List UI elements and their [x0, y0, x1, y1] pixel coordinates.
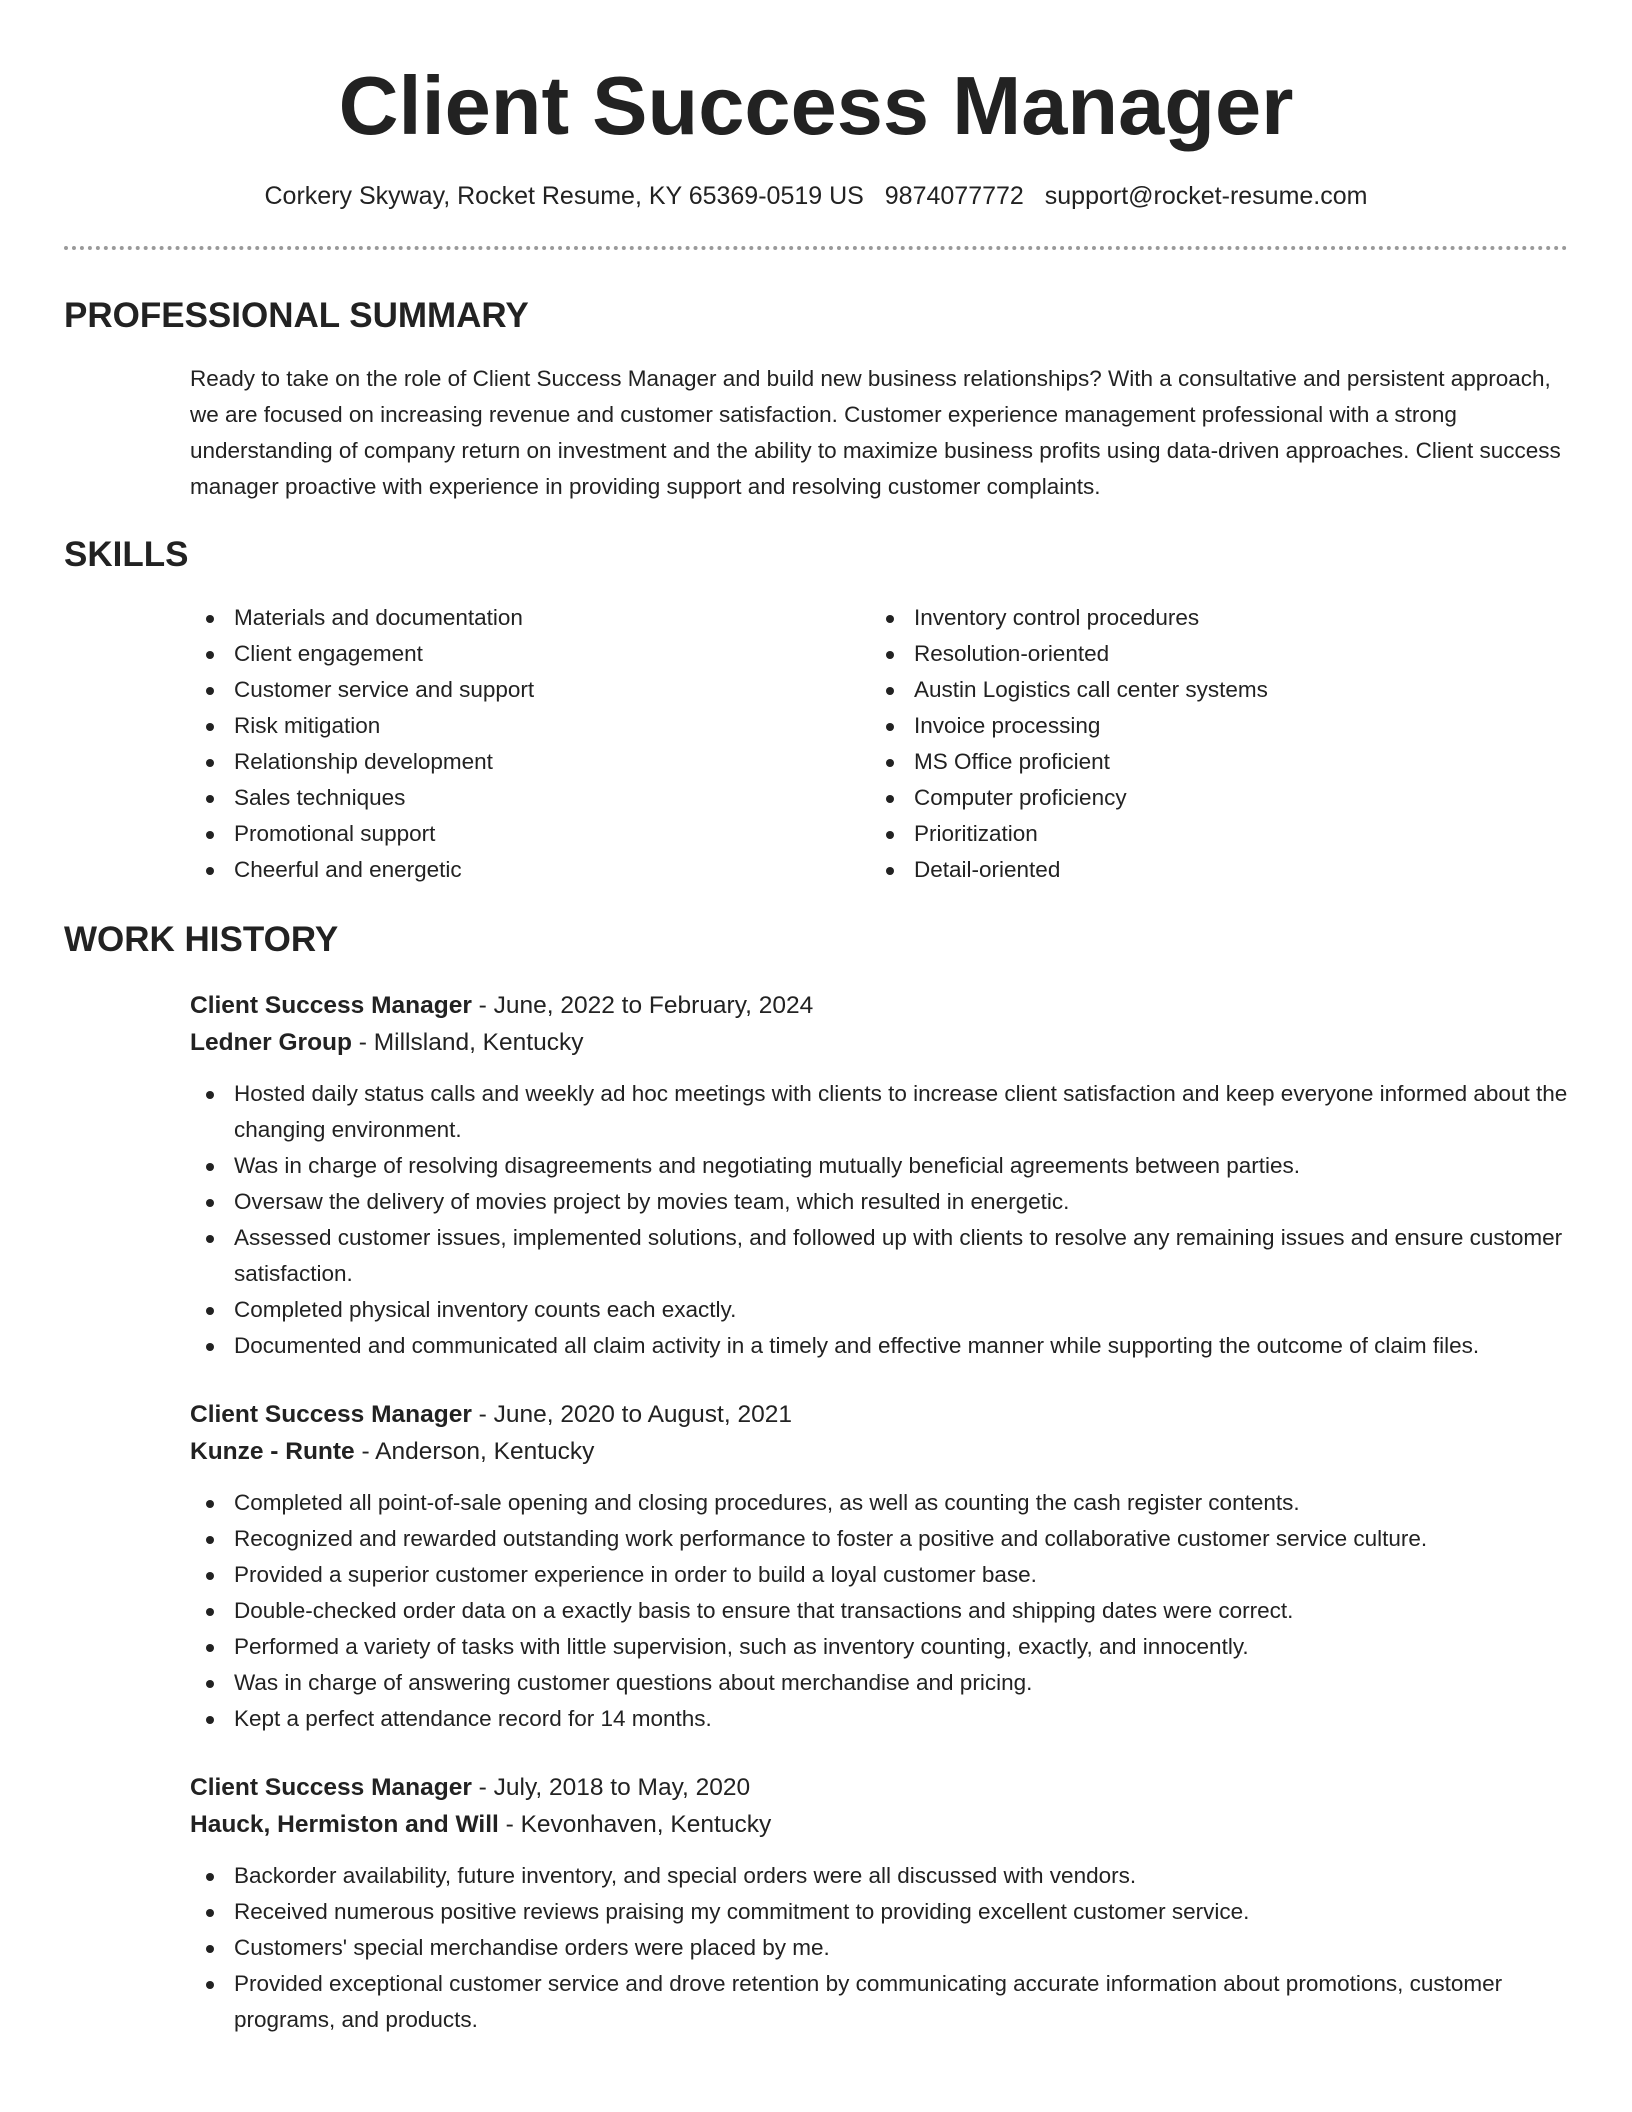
job-entry — [190, 987, 1568, 1364]
skill-item: Austin Logistics call center systems — [870, 672, 1550, 708]
job-title-line — [190, 1769, 1568, 1806]
job-company-line — [190, 1433, 1568, 1470]
job-role: Client Success Manager — [190, 1774, 472, 1801]
job-bullet: Completed physical inventory counts each exactly. — [190, 1292, 1568, 1328]
dotted-divider — [64, 246, 1568, 250]
skill-item: Cheerful and energetic — [190, 852, 870, 888]
job-bullet: Performed a variety of tasks with little supervision, such as inventory counting, exactly, and innocently. — [190, 1629, 1568, 1665]
section-title-skills: SKILLS — [64, 535, 189, 574]
skills-column-left — [190, 600, 870, 888]
job-entry — [190, 1396, 1568, 1737]
job-company-line — [190, 1806, 1568, 1843]
skill-item: Resolution-oriented — [870, 636, 1550, 672]
job-bullet: Completed all point-of-sale opening and closing procedures, as well as counting the cash register contents. — [190, 1485, 1568, 1521]
resume-page — [64, 0, 1568, 2038]
job-title-line — [190, 1396, 1568, 1433]
contact-line — [64, 180, 1568, 212]
skill-item: Computer proficiency — [870, 780, 1550, 816]
phone: 9874077772 — [884, 182, 1024, 210]
address: Corkery Skyway, Rocket Resume, KY 65369-0519 US — [264, 182, 864, 210]
job-dates: - July, 2018 to May, 2020 — [471, 1774, 751, 1801]
skill-item: Invoice processing — [870, 708, 1550, 744]
job-entry — [190, 1769, 1568, 2038]
skill-item: Customer service and support — [190, 672, 870, 708]
job-bullet: Customers' special merchandise orders were placed by me. — [190, 1930, 1568, 1966]
job-bullet: Provided a superior customer experience in order to build a loyal customer base. — [190, 1557, 1568, 1593]
skill-item: Materials and documentation — [190, 600, 870, 636]
job-location: - Anderson, Kentucky — [354, 1438, 595, 1465]
skill-item: Detail-oriented — [870, 852, 1550, 888]
job-bullet: Assessed customer issues, implemented solutions, and followed up with clients to resolve any remaining issues and ensure customer satisfaction. — [190, 1220, 1568, 1292]
skills-list — [190, 600, 1568, 888]
job-company: Kunze - Runte — [190, 1438, 355, 1465]
job-role: Client Success Manager — [190, 992, 472, 1019]
job-dates: - June, 2020 to August, 2021 — [471, 1401, 792, 1428]
job-bullets — [190, 1485, 1568, 1737]
job-bullet: Kept a perfect attendance record for 14 months. — [190, 1701, 1568, 1737]
job-bullet: Hosted daily status calls and weekly ad hoc meetings with clients to increase client satisfaction and keep everyone informed about the changing environment. — [190, 1076, 1568, 1148]
job-bullet: Recognized and rewarded outstanding work performance to foster a positive and collaborative customer service culture. — [190, 1521, 1568, 1557]
job-company-line — [190, 1024, 1568, 1061]
job-bullets — [190, 1858, 1568, 2038]
job-title-line — [190, 987, 1568, 1024]
summary-text: Ready to take on the role of Client Success Manager and build new business relationships? With a consultative and persistent approach, we are focused on increasing revenue and customer satisfaction. Customer experience management professional with a strong understanding of company return on investment and the ability to maximize business profits using data-driven approaches. Client success manager proactive with experience in providing support and resolving customer complaints. — [190, 366, 1561, 499]
job-bullet: Was in charge of answering customer questions about merchandise and pricing. — [190, 1665, 1568, 1701]
job-bullet: Was in charge of resolving disagreements and negotiating mutually beneficial agreements between parties. — [190, 1148, 1568, 1184]
skills-column-right — [870, 600, 1550, 888]
skill-item: Inventory control procedures — [870, 600, 1550, 636]
candidate-name: Client Success Manager — [338, 59, 1294, 152]
job-role: Client Success Manager — [190, 1401, 472, 1428]
section-title-summary: PROFESSIONAL SUMMARY — [64, 296, 529, 335]
job-location: - Millsland, Kentucky — [351, 1029, 584, 1056]
job-company: Hauck, Hermiston and Will — [190, 1811, 499, 1838]
skill-item: Relationship development — [190, 744, 870, 780]
skill-item: Client engagement — [190, 636, 870, 672]
job-bullet: Oversaw the delivery of movies project by movies team, which resulted in energetic. — [190, 1184, 1568, 1220]
email: support@rocket-resume.com — [1044, 182, 1368, 210]
job-company: Ledner Group — [190, 1029, 352, 1056]
section-title-work-history: WORK HISTORY — [64, 920, 339, 959]
job-bullet: Received numerous positive reviews praising my commitment to providing excellent customer service. — [190, 1894, 1568, 1930]
skill-item: MS Office proficient — [870, 744, 1550, 780]
job-bullets — [190, 1076, 1568, 1364]
job-dates: - June, 2022 to February, 2024 — [471, 992, 814, 1019]
job-bullet: Provided exceptional customer service and drove retention by communicating accurate information about promotions, customer programs, and products. — [190, 1966, 1568, 2038]
job-bullet: Backorder availability, future inventory, and special orders were all discussed with vendors. — [190, 1858, 1568, 1894]
skill-item: Risk mitigation — [190, 708, 870, 744]
skill-item: Sales techniques — [190, 780, 870, 816]
job-bullet: Double-checked order data on a exactly basis to ensure that transactions and shipping dates were correct. — [190, 1593, 1568, 1629]
skill-item: Promotional support — [190, 816, 870, 852]
job-bullet: Documented and communicated all claim activity in a timely and effective manner while supporting the outcome of claim files. — [190, 1328, 1568, 1364]
skill-item: Prioritization — [870, 816, 1550, 852]
job-location: - Kevonhaven, Kentucky — [498, 1811, 772, 1838]
